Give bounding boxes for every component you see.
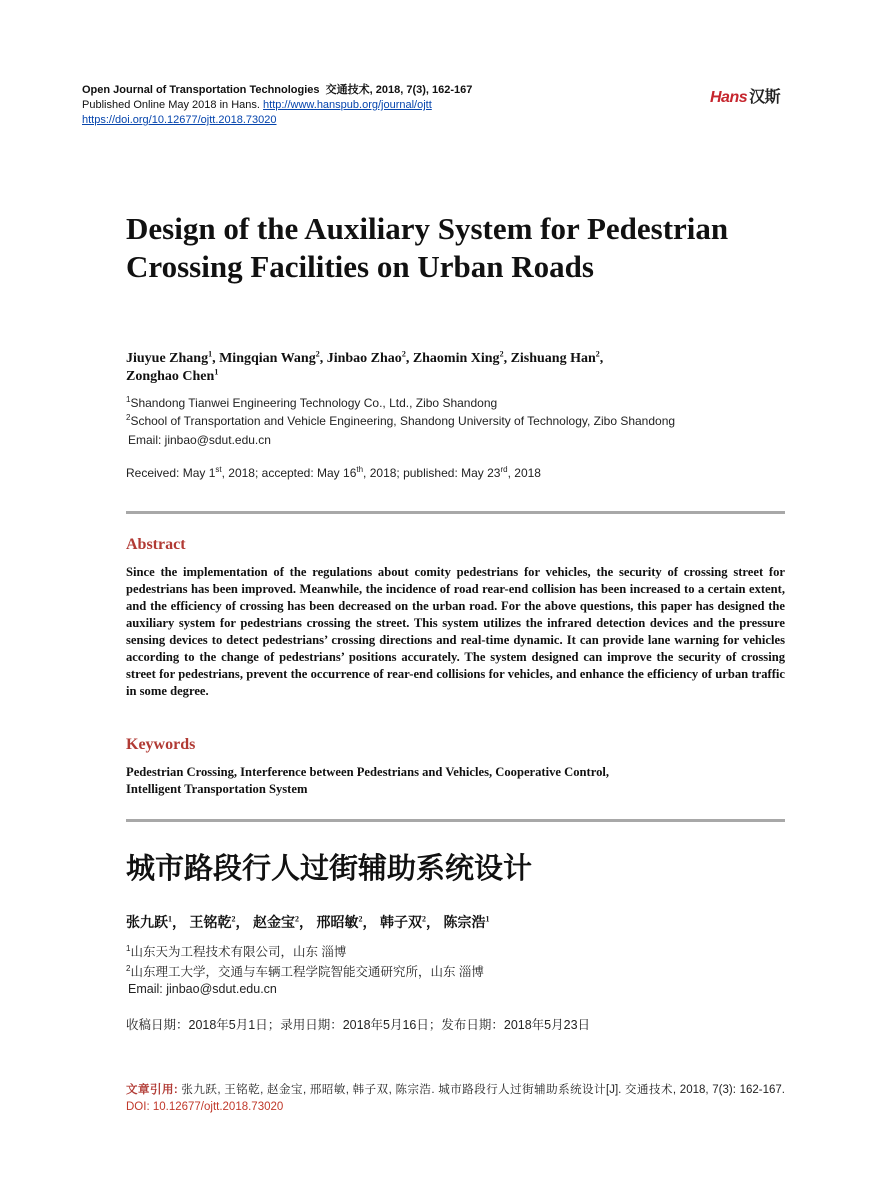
chinese-dates: 收稿日期：2018年5月1日；录用日期：2018年5月16日；发布日期：2018年5月23日 (126, 1018, 591, 1032)
chinese-email: Email: jinbao@sdut.edu.cn (128, 982, 277, 996)
chinese-author-list (126, 912, 490, 932)
citation-doi[interactable]: DOI: 10.12677/ojtt.2018.73020 (126, 1101, 284, 1113)
journal-header (82, 83, 472, 128)
author: 赵金宝$^2$， (253, 914, 313, 931)
keywords-text (126, 764, 785, 798)
logo-text-cn: 汉斯 (749, 89, 781, 106)
hans-logo (710, 84, 780, 107)
citation-text: 张九跃, 王铭乾, 赵金宝, 邢昭敏, 韩子双, 陈宗浩. 城市路段行人过街辅助系统设计[J]. 交通技术, 2018, 7(3): 162-167. (177, 1084, 785, 1096)
author: Jiuyue Zhang$^1$, (126, 349, 220, 366)
journal-url-link[interactable]: http://www.hanspub.org/journal/ojtt (263, 99, 432, 111)
published-note: Published Online May 2018 in Hans. (82, 99, 260, 111)
divider (126, 511, 785, 514)
received-dates: Received: May 1st, 2018; accepted: May 16th, 2018; published: May 23rd, 2018 (126, 465, 541, 480)
chinese-title: 城市路段行人过街辅助系统设计 (126, 853, 533, 885)
author: 邢昭敏$^2$， (316, 914, 377, 931)
author: Mingqian Wang$^2$, (219, 349, 327, 366)
author: 张九跃$^1$， (126, 914, 186, 931)
affiliation-2: $^2$School of Transportation and Vehicle Engineering, Shandong University of Technology, Zibo Shandong (126, 413, 676, 428)
doi-link[interactable]: https://doi.org/10.12677/ojtt.2018.73020 (82, 114, 277, 126)
author: 韩子双$^2$， (380, 914, 440, 931)
keywords-heading: Keywords (126, 736, 196, 753)
author: 陈宗浩$^1$ (443, 914, 490, 931)
abstract-text: Since the implementation of the regulations about comity pedestrians for vehicles, the security of crossing street for pedestrians has been improved. Meanwhile, the incidence of road rear-end collision has been increased to a certain extent, and the efficiency of crossing has been decreased on the urban road. For the above questions, this paper has designed the auxiliary system for pedestrians crossing the street. This system utilizes the infrared detection devices and the pressure sensing devices to detect pedestrians’ crossing directions and real-time dynamic. It can provide lane warning for vehicles according to the change of pedestrians’ positions accurately. The system designed can improve the security of crossing street for pedestrians, prevent the occurrence of rear-end collisions for vehicles, and enhance the efficiency of urban traffic in some degree. (126, 565, 785, 698)
chinese-affiliation-2: $^2$山东理工大学，交通与车辆工程学院智能交通研究所，山东 淄博 (126, 963, 484, 979)
keywords-line: Intelligent Transportation System (126, 782, 308, 796)
journal-name: Open Journal of Transportation Technologies (82, 84, 320, 96)
author: Zhaomin Xing$^2$, (412, 349, 511, 366)
author: Zishuang Han$^2$, (510, 349, 604, 366)
author: Jinbao Zhao$^2$, (326, 349, 413, 366)
paper-title: Design of the Auxiliary System for Pedestrian Crossing Facilities on Urban Roads (126, 211, 729, 284)
keywords-line: Pedestrian Crossing, Interference between Pedestrians and Vehicles, Cooperative Control, (126, 765, 610, 779)
journal-cn: 交通技术, 2018, 7(3), 162-167 (325, 84, 473, 96)
abstract-heading: Abstract (126, 536, 186, 553)
logo-text: Hans (710, 89, 748, 106)
email: Email: jinbao@sdut.edu.cn (128, 433, 271, 447)
affiliation-1: $^1$Shandong Tianwei Engineering Technology Co., Ltd., Zibo Shandong (126, 395, 498, 410)
divider (126, 819, 785, 822)
author-list (126, 350, 786, 386)
citation (126, 1082, 785, 1116)
citation-label: 文章引用: (126, 1084, 178, 1096)
author: 王铭乾$^2$， (189, 914, 250, 931)
author: Zonghao Chen$^1$ (126, 367, 219, 384)
chinese-affiliation-1: $^1$山东天为工程技术有限公司，山东 淄博 (126, 943, 347, 959)
